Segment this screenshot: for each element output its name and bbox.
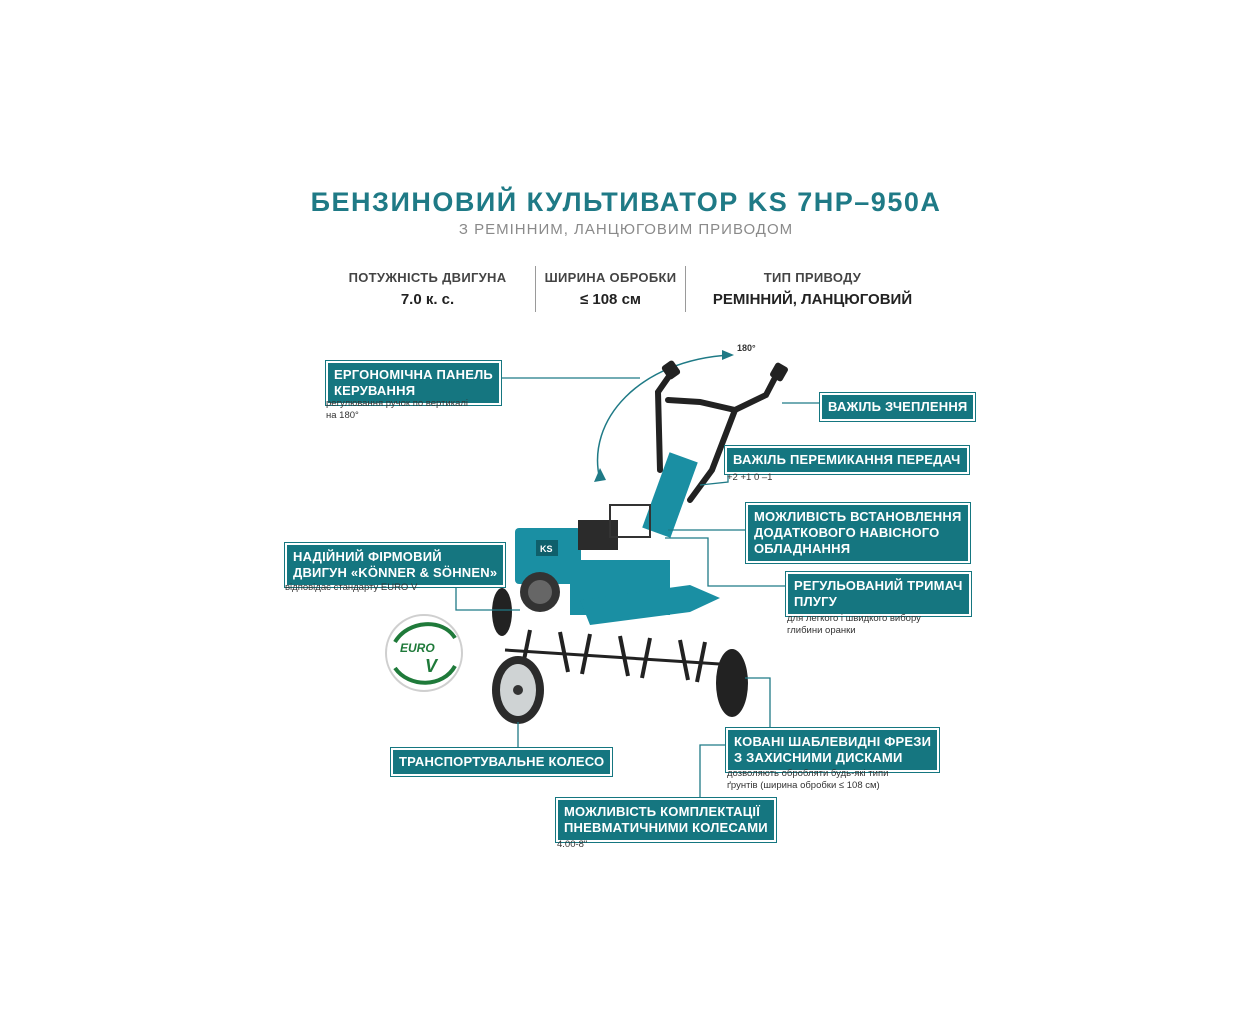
feature-tillers-tag xyxy=(726,728,939,772)
feature-tillers-title-line1: КОВАНІ ШАБЛЕВИДНІ ФРЕЗИ xyxy=(734,734,932,749)
feature-engine-title-line1: НАДІЙНИЙ ФІРМОВИЙ xyxy=(293,549,442,564)
feature-plough-title-line2: ПЛУГУ xyxy=(794,594,838,609)
feature-pneumatic-note: 4.00-8" xyxy=(557,839,588,850)
machine-logo: KS xyxy=(540,544,553,554)
air-filter xyxy=(578,520,618,550)
feature-pneumatic-tag xyxy=(556,798,776,842)
feature-engine-tag xyxy=(285,543,505,587)
feature-clutch-title: ВАЖІЛЬ ЗЧЕПЛЕННЯ xyxy=(828,399,968,414)
feature-clutch-tag xyxy=(820,393,975,421)
feature-engine-title-line2: ДВИГУН «KÖNNER & SÖHNEN» xyxy=(293,565,498,580)
feature-tillers-note xyxy=(727,768,888,792)
spec-power-label: ПОТУЖНІСТЬ ДВИГУНА xyxy=(348,270,507,285)
feature-engine-note: відповідає стандарту EURO V xyxy=(285,582,418,593)
feature-gear-title: ВАЖІЛЬ ПЕРЕМИКАННЯ ПЕРЕДАЧ xyxy=(733,452,961,467)
feature-plough-note xyxy=(787,613,921,637)
feature-gear-tag xyxy=(725,446,969,474)
feature-tillers-note-line1: дозволяють обробляти будь-які типи xyxy=(727,768,889,779)
feature-gear-note: +2 +1 0 –1 xyxy=(727,472,773,483)
feature-attach-tag xyxy=(746,503,970,563)
arrow-icon xyxy=(594,468,606,482)
feature-panel-note-line1: регулювання ручок по вертикалі xyxy=(326,398,469,409)
rotation-arc xyxy=(598,355,730,480)
feature-tillers-note-line2: ґрунтів (ширина обробки ≤ 108 см) xyxy=(727,780,880,791)
feature-attach-title-line2: ДОДАТКОВОГО НАВІСНОГО xyxy=(754,525,940,540)
spec-width-label: ШИРИНА ОБРОБКИ xyxy=(544,270,677,285)
spec-width-value: ≤ 108 см xyxy=(579,291,642,308)
euro-v-badge xyxy=(383,612,465,694)
feature-panel-note-line2: на 180° xyxy=(326,410,359,421)
spec-power-value: 7.0 к. с. xyxy=(400,291,455,308)
euro-badge-line2: V xyxy=(425,656,438,676)
feature-wheel-title: ТРАНСПОРТУВАЛЬНЕ КОЛЕСО xyxy=(399,754,605,769)
feature-plough-title-line1: РЕГУЛЬОВАНИЙ ТРИМАЧ xyxy=(794,578,963,593)
feature-plough-note-line1: для легкого і швидкого вибору xyxy=(787,613,921,624)
euro-badge-line1: EURO xyxy=(400,641,435,655)
feature-panel-note xyxy=(326,398,468,422)
feature-wheel-tag xyxy=(391,748,612,776)
spec-drive-value: РЕМІННИЙ, ЛАНЦЮГОВИЙ xyxy=(712,291,913,308)
feature-panel-title-line1: ЕРГОНОМІЧНА ПАНЕЛЬ xyxy=(334,367,493,382)
feature-plough-note-line2: глибини оранки xyxy=(787,625,856,636)
page-subtitle: З РЕМІННИМ, ЛАНЦЮГОВИМ ПРИВОДОМ xyxy=(458,221,794,238)
feature-panel-title-line2: КЕРУВАННЯ xyxy=(334,383,416,398)
feature-attach-title-line3: ОБЛАДНАННЯ xyxy=(754,541,851,556)
feature-plough-tag xyxy=(786,572,971,616)
page-title: БЕНЗИНОВИЙ КУЛЬТИВАТОР KS 7HP–950A xyxy=(310,187,942,217)
spec-drive-label: ТИП ПРИВОДУ xyxy=(763,270,862,285)
feature-pneumatic-title-line2: ПНЕВМАТИЧНИМИ КОЛЕСАМИ xyxy=(564,820,768,835)
feature-tillers-title-line2: З ЗАХИСНИМИ ДИСКАМИ xyxy=(734,750,903,765)
feature-pneumatic-title-line1: МОЖЛИВІСТЬ КОМПЛЕКТАЦІЇ xyxy=(564,804,761,819)
protective-disc xyxy=(716,649,748,717)
rotation-label: 180° xyxy=(737,343,756,353)
feature-attach-title-line1: МОЖЛИВІСТЬ ВСТАНОВЛЕННЯ xyxy=(754,509,962,524)
arrow-icon xyxy=(722,350,734,360)
